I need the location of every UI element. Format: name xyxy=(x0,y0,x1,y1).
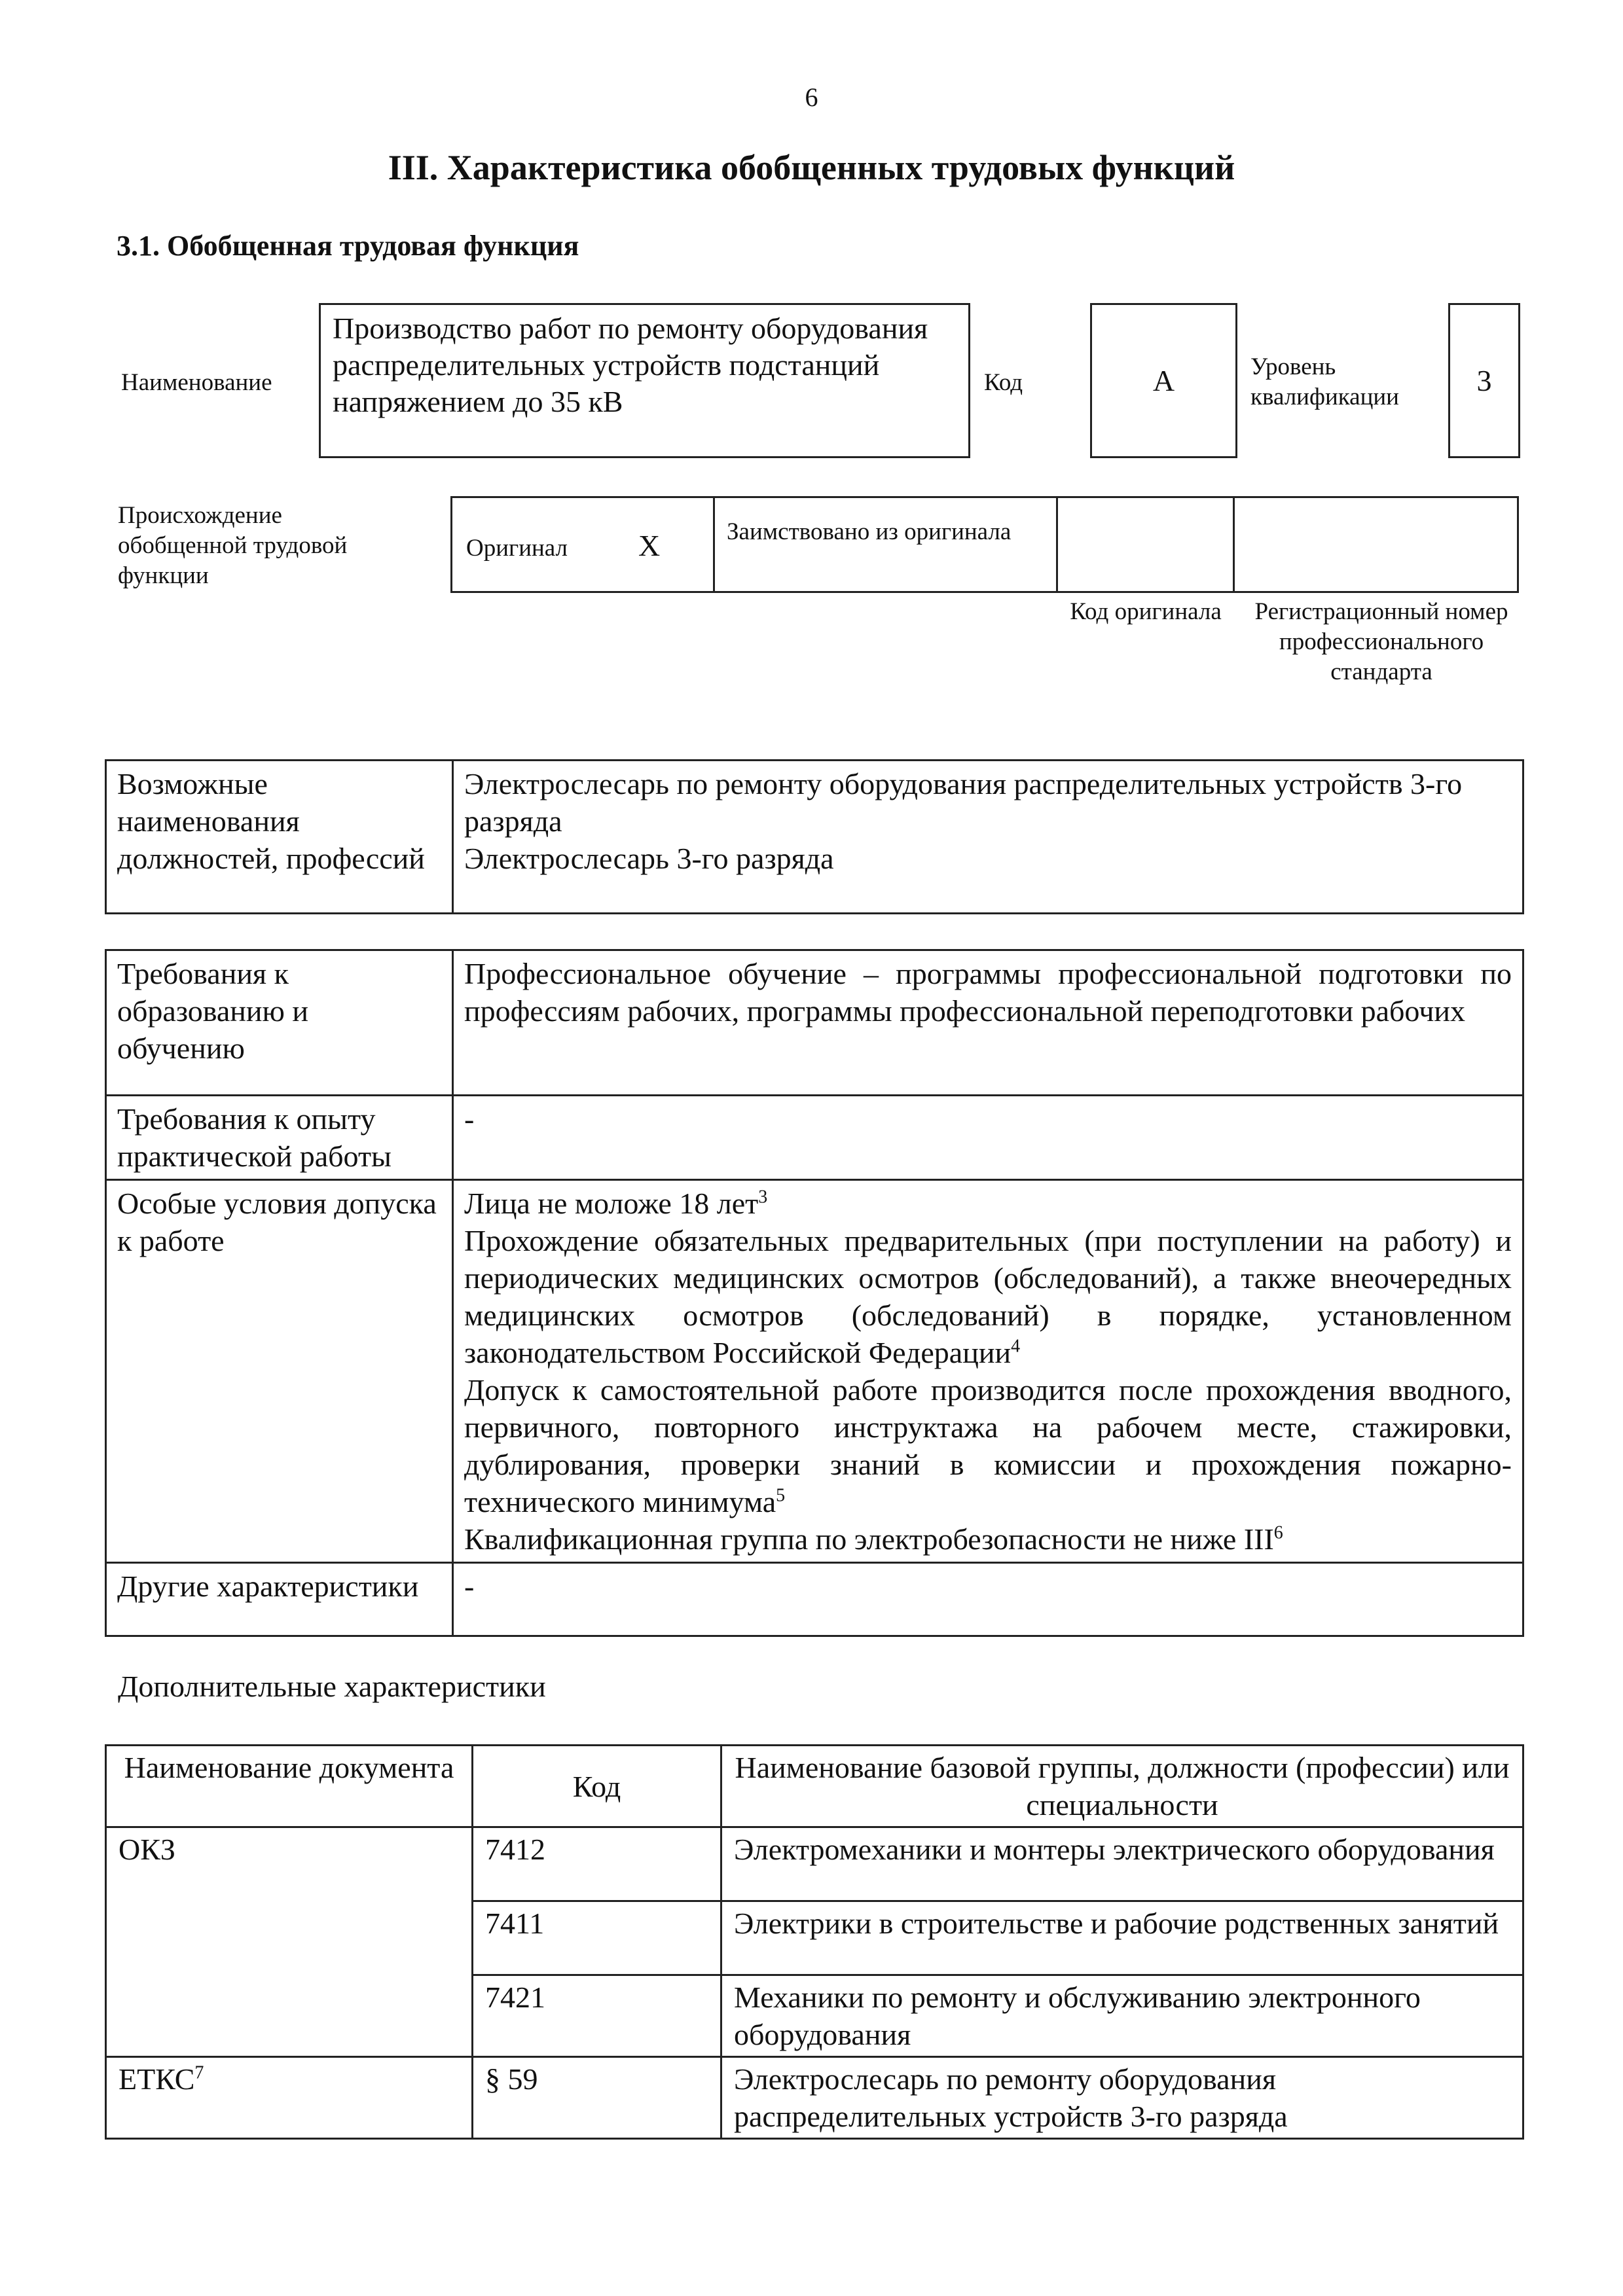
etks-label: ЕТКС xyxy=(119,2062,195,2096)
experience-value: - xyxy=(453,1096,1523,1180)
condition-item xyxy=(464,1520,1512,1558)
additional-header-row xyxy=(106,1746,1523,1827)
row-name: Электрики в строительстве и рабочие родственных занятий xyxy=(721,1901,1523,1975)
row-code: 7421 xyxy=(473,1975,721,2057)
name-label: Наименование xyxy=(121,369,272,396)
education-value: Профессиональное обучение – программы профессиональной подготовки по профессиям рабочих, программы профессиональной переподготовки рабочих xyxy=(453,950,1523,1096)
condition-item xyxy=(464,1222,1512,1371)
reg-number-caption: Регистрационный номер профессионального стандарта xyxy=(1254,598,1508,685)
conditions-values xyxy=(453,1180,1523,1563)
table-row xyxy=(106,1827,1523,1901)
positions-row xyxy=(106,761,1523,914)
original-label: Оригинал xyxy=(466,535,568,562)
education-label: Требования к образованию и обучению xyxy=(106,950,453,1096)
code-value: А xyxy=(1152,364,1175,397)
okz-label: ОКЗ xyxy=(106,1827,473,2057)
code-value-box xyxy=(1090,303,1237,458)
condition-text: Квалификационная группа по электробезопасности не ниже III xyxy=(464,1522,1274,1556)
additional-title: Дополнительные характеристики xyxy=(118,1670,546,1703)
education-row xyxy=(106,950,1523,1096)
name-value: Производство работ по ремонту оборудования распределительных устройств подстанций напряжением до 35 кВ xyxy=(333,312,928,418)
level-label: Уровень квалификации xyxy=(1250,353,1399,410)
position-item: Электрослесарь по ремонту оборудования распределительных устройств 3-го разряда xyxy=(464,767,1463,838)
conditions-label: Особые условия допуска к работе xyxy=(106,1180,453,1563)
footnote-ref: 3 xyxy=(758,1187,768,1208)
condition-text: Лица не моложе 18 лет xyxy=(464,1187,759,1220)
subsection-title: 3.1. Обобщенная трудовая функция xyxy=(117,230,579,262)
origin-divider-1 xyxy=(713,496,715,593)
origin-divider-3 xyxy=(1233,496,1235,593)
condition-item xyxy=(464,1371,1512,1520)
positions-values xyxy=(453,761,1523,914)
condition-item xyxy=(464,1185,1512,1222)
other-value: - xyxy=(453,1563,1523,1636)
other-row xyxy=(106,1563,1523,1636)
level-value: 3 xyxy=(1476,364,1492,397)
additional-table xyxy=(105,1744,1524,2140)
condition-text: Прохождение обязательных предварительных (при поступлении на работу) и периодических медицинских осмотров (обследований), а также внеочередных медицинских осмотров (обследований) в порядке, установленном законодательством Российской Федерации xyxy=(464,1224,1512,1369)
footnote-ref: 6 xyxy=(1273,1522,1283,1543)
etks-label-cell xyxy=(106,2057,473,2139)
other-label: Другие характеристики xyxy=(106,1563,453,1636)
borrowed-label: Заимствовано из оригинала xyxy=(727,518,1012,545)
col-name-header: Наименование базовой группы, должности (профессии) или специальности xyxy=(721,1746,1523,1827)
footnote-ref: 4 xyxy=(1011,1336,1021,1357)
positions-table xyxy=(105,759,1524,914)
table-row xyxy=(106,2057,1523,2139)
origin-divider-2 xyxy=(1056,496,1058,593)
experience-row xyxy=(106,1096,1523,1180)
position-item: Электрослесарь 3-го разряда xyxy=(464,842,834,875)
row-code: 7412 xyxy=(473,1827,721,1901)
footnote-ref: 7 xyxy=(194,2062,204,2083)
page-number: 6 xyxy=(805,82,818,112)
conditions-row xyxy=(106,1180,1523,1563)
origin-label: Происхождение обобщенной трудовой функции xyxy=(118,502,348,589)
original-mark: Х xyxy=(638,529,661,562)
row-name: Механики по ремонту и обслуживанию электронного оборудования xyxy=(721,1975,1523,2057)
name-value-box xyxy=(319,303,970,458)
footnote-ref: 5 xyxy=(776,1485,786,1506)
experience-label: Требования к опыту практической работы xyxy=(106,1096,453,1180)
condition-text: Допуск к самостоятельной работе производится после прохождения вводного, первичного, повторного инструктажа на рабочем месте, стажировки, дублирования, проверки знаний в комиссии и прохождения пожарно-технического минимума xyxy=(464,1373,1512,1518)
requirements-table xyxy=(105,949,1524,1637)
row-code: § 59 xyxy=(473,2057,721,2139)
code-label: Код xyxy=(984,369,1023,396)
row-name: Электрослесарь по ремонту оборудования распределительных устройств 3-го разряда xyxy=(721,2057,1523,2139)
row-code: 7411 xyxy=(473,1901,721,1975)
col-code-header: Код xyxy=(473,1746,721,1827)
code-original-caption: Код оригинала xyxy=(1070,598,1222,625)
level-value-box xyxy=(1448,303,1520,458)
col-doc-header: Наименование документа xyxy=(106,1746,473,1827)
row-name: Электромеханики и монтеры электрического оборудования xyxy=(721,1827,1523,1901)
positions-label: Возможные наименования должностей, профессий xyxy=(106,761,453,914)
section-title: III. Характеристика обобщенных трудовых функций xyxy=(388,148,1235,187)
